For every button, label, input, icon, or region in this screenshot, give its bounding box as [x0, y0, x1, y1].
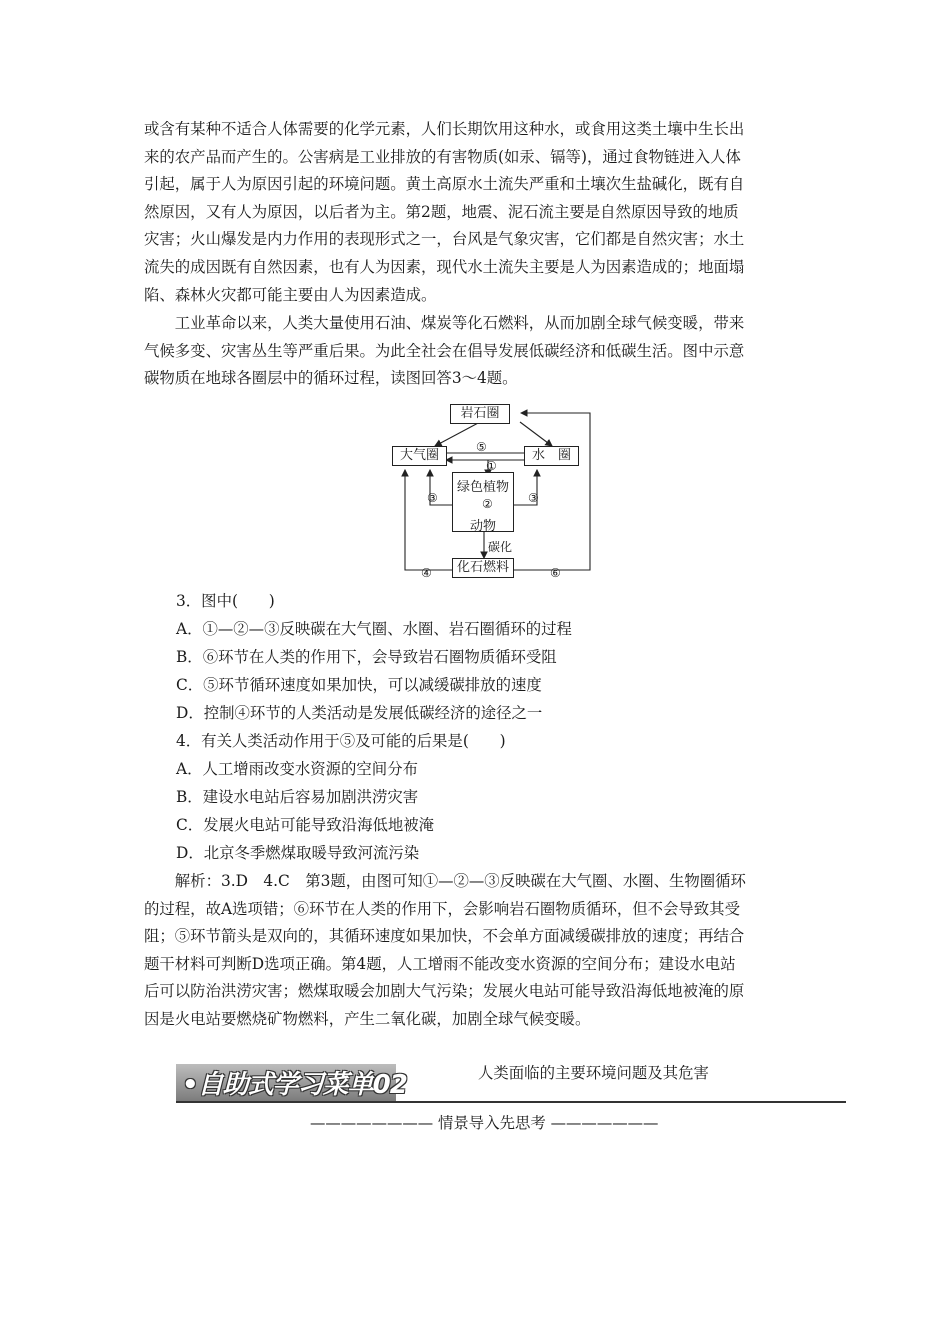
step-3-right-label: ③ — [528, 491, 539, 505]
rock-sphere-box: 岩石圈 — [450, 404, 510, 424]
intro-line: 陷、森林火灾都可能主要由人为因素造成。 — [144, 285, 437, 304]
intro-line: 流失的成因既有自然因素，也有人为因素，现代水土流失主要是人为因素造成的；地面塌 — [144, 257, 745, 276]
analysis-line: 阻；⑤环节箭头是双向的，其循环速度如果加快，不会单方面减缓碳排放的速度；再结合 — [144, 927, 745, 946]
analysis-line: 题干材料可判断D选项正确。第4题，人工增雨不能改变水资源的空间分布；建设水电站 — [144, 954, 736, 973]
intro-line: 然原因，又有人为原因，以后者为主。第2题，地震、泥石流主要是自然原因导致的地质 — [144, 202, 739, 221]
section-banner-label: •自助式学习菜单02 — [182, 1070, 407, 1100]
context-paragraph — [144, 310, 809, 393]
question-3-option-a: A．①—②—③反映碳在大气圈、水圈、岩石圈循环的过程 — [176, 620, 572, 638]
section-subheading: ———————— 情景导入先思考 ——————— — [310, 1114, 659, 1132]
fossil-fuel-box: 化石燃料 — [452, 558, 514, 578]
intro-line: 或含有某种不适合人体需要的化学元素，人们长期饮用这种水，或食用这类土壤中生长出 — [144, 120, 745, 138]
intro-line: 来的农产品而产生的。公害病是工业排放的有害物质(如汞、镉等)，通过食物链进入人体 — [144, 147, 741, 166]
step-5-label: ⑤ — [476, 440, 487, 454]
animals-label: 动物 — [469, 519, 496, 534]
analysis-line: 后可以防治洪涝灾害；燃煤取暖会加剧大气污染；发展火电站可能导致沿海低地被淹的原 — [144, 982, 745, 1001]
question-4-option-d: D．北京冬季燃煤取暖导致河流污染 — [176, 844, 420, 862]
question-4-option-b: B．建设水电站后容易加剧洪涝灾害 — [176, 788, 419, 806]
intro-paragraph — [144, 116, 809, 309]
step-1-label: ① — [486, 459, 497, 473]
plants-label: 绿色植物 — [456, 480, 509, 495]
step-4-label: ④ — [421, 566, 432, 580]
question-3-option-c: C．⑤环节循环速度如果加快，可以减缓碳排放的速度 — [176, 676, 542, 694]
analysis-line: 因是火电站要燃烧矿物燃料，产生二氧化碳，加剧全球气候变暖。 — [144, 1009, 591, 1028]
step-2-label: ② — [482, 497, 493, 511]
context-line: 碳物质在地球各圈层中的循环过程，读图回答3～4题。 — [144, 369, 518, 388]
analysis-line: 解析：3.D 4.C 第3题，由图可知①—②—③反映碳在大气圈、水圈、生物圈循环 — [144, 872, 746, 890]
context-line: 工业革命以来，人类大量使用石油、煤炭等化石燃料，从而加剧全球气候变暖，带来 — [144, 314, 745, 332]
section-divider — [176, 1101, 846, 1103]
intro-line: 引起，属于人为原因引起的环境问题。黄土高原水土流失严重和土壤次生盐碱化，既有自 — [144, 175, 745, 194]
analysis-paragraph — [144, 868, 809, 1034]
question-4-option-a: A．人工增雨改变水资源的空间分布 — [176, 760, 418, 778]
atmosphere-box: 大气圈 — [392, 446, 447, 466]
step-6-label: ⑥ — [550, 566, 561, 580]
question-3-option-d: D．控制④环节的人类活动是发展低碳经济的途径之一 — [176, 704, 543, 722]
analysis-line: 的过程，故A选项错；⑥环节在人类的作用下，会影响岩石圈物质循环，但不会导致其受 — [144, 899, 740, 918]
section-title: 人类面临的主要环境问题及其危害 — [478, 1064, 709, 1082]
question-3-stem: 3．图中( ) — [176, 592, 275, 610]
hydrosphere-box: 水 圈 — [524, 446, 579, 466]
intro-line: 灾害；火山爆发是内力作用的表现形式之一，台风是气象灾害，它们都是自然灾害；水土 — [144, 230, 745, 249]
carbonize-label: 碳化 — [488, 540, 513, 554]
question-3-option-b: B．⑥环节在人类的作用下，会导致岩石圈物质循环受阻 — [176, 648, 557, 666]
step-3-left-label: ③ — [427, 491, 438, 505]
question-4-stem: 4．有关人类活动作用于⑤及可能的后果是( ) — [176, 732, 506, 750]
context-line: 气候多变、灾害丛生等严重后果。为此全社会在倡导发展低碳经济和低碳生活。图中示意 — [144, 341, 745, 360]
question-4-option-c: C．发展火电站可能导致沿海低地被淹 — [176, 816, 435, 834]
